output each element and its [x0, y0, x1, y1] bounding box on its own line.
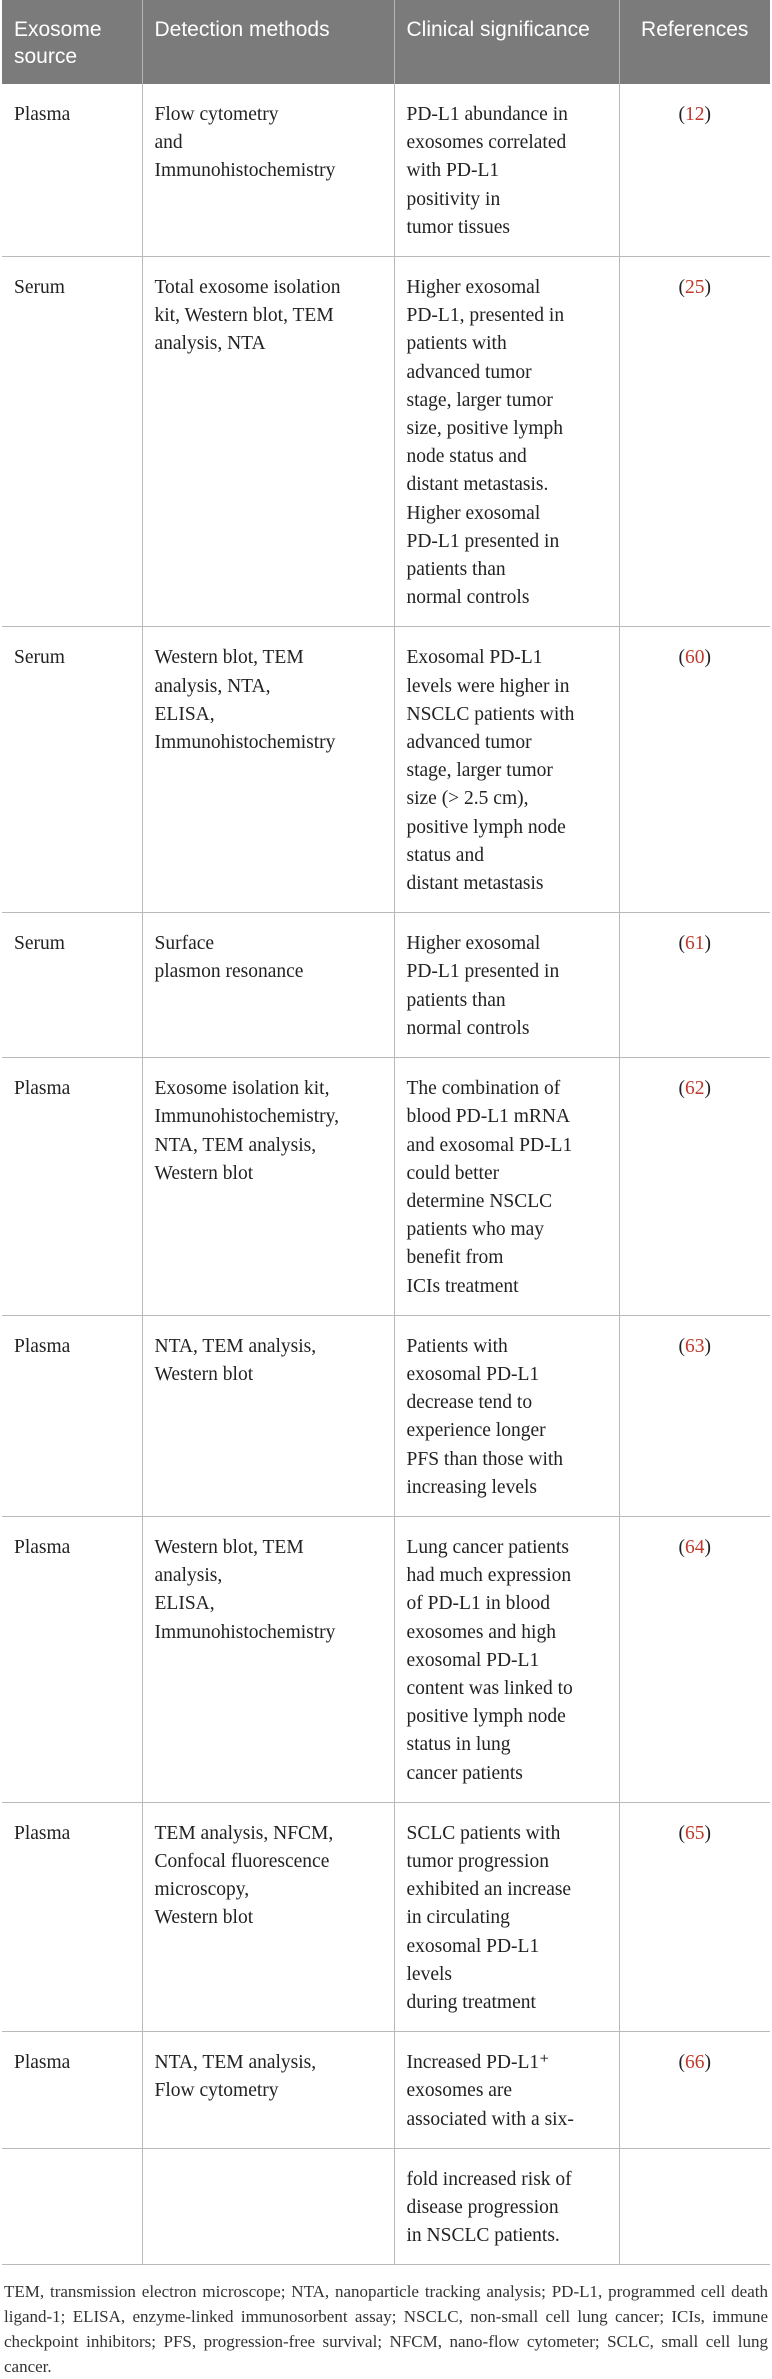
method-line: Immunohistochemistry	[154, 1621, 336, 1643]
header-exosome-source: Exosome source	[2, 0, 142, 84]
significance-line: decrease tend to	[406, 1392, 533, 1414]
significance-line: exosomes are	[406, 2080, 513, 2102]
significance-line: stage, larger tumor	[406, 760, 553, 782]
table-row	[2, 2148, 770, 2265]
header-references: References	[619, 0, 770, 84]
reference-link[interactable]: (63)	[678, 1335, 711, 1357]
significance-line: Increased PD-L1⁺	[406, 2052, 550, 2074]
significance-line: distant metastasis	[406, 873, 544, 895]
reference-number[interactable]: 60	[685, 647, 705, 669]
table-header	[2, 0, 770, 84]
cell-detection-methods	[142, 913, 394, 1058]
significance-line: Higher exosomal	[406, 277, 541, 299]
method-line: and	[154, 132, 183, 154]
significance-line: patients than	[406, 989, 506, 1011]
significance-line: Exosomal PD-L1	[406, 647, 543, 669]
significance-line: positive lymph node	[406, 816, 566, 838]
cell-reference	[619, 1516, 770, 1802]
cell-reference	[619, 913, 770, 1058]
reference-link[interactable]: (25)	[678, 277, 711, 299]
reference-link[interactable]: (64)	[678, 1536, 711, 1558]
significance-line: positivity in	[406, 188, 501, 210]
significance-line: PFS than those with	[406, 1448, 564, 1470]
table-row	[2, 913, 770, 1058]
cell-reference	[619, 1802, 770, 2031]
cell-exosome-source: Serum	[2, 913, 142, 1058]
cell-reference	[619, 627, 770, 913]
significance-line: PD-L1 abundance in	[406, 104, 568, 125]
significance-line: status in lung	[406, 1734, 511, 1756]
cell-exosome-source: Serum	[2, 627, 142, 913]
method-line: Immunohistochemistry	[154, 160, 336, 182]
method-line: Immunohistochemistry	[154, 732, 336, 754]
method-line: Immunohistochemistry,	[154, 1106, 340, 1128]
table-row	[2, 84, 770, 257]
reference-link[interactable]: (61)	[678, 933, 711, 955]
significance-line: in NSCLC patients.	[406, 2225, 560, 2247]
significance-line: determine NSCLC	[406, 1190, 553, 1212]
significance-line: The combination of	[406, 1078, 561, 1100]
cell-detection-methods	[142, 1516, 394, 1802]
method-line: Total exosome isolation	[154, 277, 341, 299]
table-row	[2, 627, 770, 913]
cell-reference	[619, 2148, 770, 2265]
cell-detection-methods	[142, 84, 394, 257]
cell-clinical-significance	[394, 627, 619, 913]
significance-line: patients who may	[406, 1219, 545, 1241]
significance-line: tumor tissues	[406, 216, 510, 238]
table-row	[2, 2032, 770, 2149]
significance-line: experience longer	[406, 1420, 546, 1442]
significance-line: SCLC patients with	[406, 1822, 561, 1844]
significance-line: increasing levels	[406, 1476, 537, 1498]
method-line: analysis,	[154, 1565, 223, 1587]
cell-detection-methods	[142, 627, 394, 913]
significance-line: levels were higher in	[406, 675, 570, 697]
reference-number[interactable]: 66	[685, 2052, 705, 2074]
method-line: Confocal fluorescence	[154, 1850, 330, 1872]
table-body	[2, 84, 770, 2265]
reference-link[interactable]: (66)	[678, 2052, 711, 2074]
cell-clinical-significance	[394, 1802, 619, 2031]
cell-clinical-significance	[394, 1516, 619, 1802]
significance-line: Higher exosomal	[406, 502, 541, 524]
table-footnote: TEM, transmission electron microscope; NTA, nanoparticle tracking analysis; PD-L1, programmed cell death ligand-1; ELISA, enzyme-linked immunosorbent assay; NSCLC, non-small cell lung cancer; ICIs, immune checkpoint inhibitors; PFS, progression-free survival; NFCM, nano-flow cytometer; SCLC, small cell lung cancer.	[4, 2282, 768, 2377]
table-row	[2, 1315, 770, 1516]
reference-link[interactable]: (12)	[678, 104, 711, 125]
cell-detection-methods	[142, 257, 394, 627]
significance-line: Patients with	[406, 1335, 508, 1357]
significance-line: content was linked to	[406, 1677, 573, 1699]
significance-line: size (> 2.5 cm),	[406, 788, 529, 810]
table-row	[2, 1802, 770, 2031]
significance-line: blood PD-L1 mRNA	[406, 1106, 571, 1128]
significance-line: advanced tumor	[406, 361, 532, 383]
significance-line: could better	[406, 1162, 500, 1184]
significance-line: patients than	[406, 559, 506, 581]
cell-exosome-source: Plasma	[2, 1516, 142, 1802]
method-line: Western blot, TEM	[154, 647, 304, 669]
method-line: analysis, NTA	[154, 333, 266, 355]
significance-line: Higher exosomal	[406, 933, 541, 955]
significance-line: node status and	[406, 446, 527, 468]
header-detection-methods: Detection methods	[142, 0, 394, 84]
cell-clinical-significance	[394, 2148, 619, 2265]
significance-line: positive lymph node	[406, 1706, 566, 1728]
reference-number[interactable]: 63	[685, 1335, 705, 1357]
cell-exosome-source: Serum	[2, 257, 142, 627]
reference-link[interactable]: (65)	[678, 1822, 711, 1844]
reference-number[interactable]: 64	[685, 1536, 705, 1558]
reference-link[interactable]: (62)	[678, 1078, 711, 1100]
method-line: Exosome isolation kit,	[154, 1078, 330, 1100]
significance-line: in circulating	[406, 1907, 510, 1929]
significance-line: PD-L1 presented in	[406, 530, 560, 552]
method-line: Western blot	[154, 1363, 254, 1385]
significance-line: normal controls	[406, 587, 530, 609]
significance-line: and exosomal PD-L1	[406, 1134, 573, 1156]
cell-exosome-source: Plasma	[2, 2032, 142, 2149]
method-line: TEM analysis, NFCM,	[154, 1822, 334, 1844]
method-line: Flow cytometry	[154, 2080, 279, 2102]
significance-line: with PD-L1	[406, 160, 500, 182]
significance-line: distant metastasis.	[406, 474, 549, 496]
significance-line: exosomes correlated	[406, 132, 567, 154]
exosome-table	[2, 0, 770, 2265]
cell-clinical-significance	[394, 1058, 619, 1316]
reference-number[interactable]: 12	[685, 104, 705, 125]
cell-reference	[619, 257, 770, 627]
significance-line: cancer patients	[406, 1762, 523, 1784]
significance-line: patients with	[406, 333, 507, 355]
significance-line: disease progression	[406, 2197, 559, 2218]
method-line: Flow cytometry	[154, 104, 279, 125]
significance-line: exosomes and high	[406, 1621, 556, 1643]
significance-line: Lung cancer patients	[406, 1536, 569, 1558]
header-clinical-significance: Clinical significance	[394, 0, 619, 84]
cell-exosome-source: Plasma	[2, 1802, 142, 2031]
significance-line: exosomal PD-L1	[406, 1649, 540, 1671]
significance-line: advanced tumor	[406, 732, 532, 754]
significance-line: fold increased risk of	[406, 2168, 572, 2190]
significance-line: normal controls	[406, 1017, 530, 1039]
significance-line: exhibited an increase	[406, 1879, 572, 1901]
significance-line: status and	[406, 844, 484, 866]
significance-line: exosomal PD-L1	[406, 1363, 540, 1385]
cell-reference	[619, 2032, 770, 2149]
cell-detection-methods	[142, 1802, 394, 2031]
significance-line: exosomal PD-L1	[406, 1935, 540, 1957]
reference-number[interactable]: 61	[685, 933, 705, 955]
method-line: NTA, TEM analysis,	[154, 1335, 317, 1357]
significance-line: levels	[406, 1963, 452, 1985]
method-line: Western blot	[154, 1162, 254, 1184]
cell-detection-methods	[142, 1315, 394, 1516]
reference-number[interactable]: 65	[685, 1822, 705, 1844]
cell-exosome-source: Plasma	[2, 1058, 142, 1316]
cell-clinical-significance	[394, 913, 619, 1058]
cell-detection-methods	[142, 2032, 394, 2149]
cell-exosome-source	[2, 2148, 142, 2265]
cell-clinical-significance	[394, 84, 619, 257]
significance-line: stage, larger tumor	[406, 389, 553, 411]
significance-line: size, positive lymph	[406, 418, 564, 440]
method-line: microscopy,	[154, 1879, 250, 1901]
significance-line: ICIs treatment	[406, 1275, 519, 1297]
reference-number[interactable]: 25	[685, 277, 705, 299]
cell-exosome-source: Plasma	[2, 1315, 142, 1516]
significance-line: PD-L1, presented in	[406, 305, 565, 327]
table-row	[2, 1058, 770, 1316]
cell-clinical-significance	[394, 257, 619, 627]
cell-clinical-significance	[394, 2032, 619, 2149]
cell-reference	[619, 1058, 770, 1316]
cell-reference	[619, 1315, 770, 1516]
method-line: Surface	[154, 933, 215, 955]
reference-number[interactable]: 62	[685, 1078, 705, 1100]
significance-line: tumor progression	[406, 1850, 549, 1872]
cell-clinical-significance	[394, 1315, 619, 1516]
method-line: ELISA,	[154, 703, 215, 725]
cell-reference	[619, 84, 770, 257]
method-line: Western blot, TEM	[154, 1536, 304, 1558]
significance-line: PD-L1 presented in	[406, 961, 560, 983]
cell-detection-methods	[142, 2148, 394, 2265]
significance-line: NSCLC patients with	[406, 703, 575, 725]
method-line: NTA, TEM analysis,	[154, 2052, 317, 2074]
method-line: analysis, NTA,	[154, 675, 271, 697]
table-row	[2, 1516, 770, 1802]
significance-line: had much expression	[406, 1565, 572, 1587]
method-line: ELISA,	[154, 1593, 215, 1615]
significance-line: during treatment	[406, 1991, 536, 2013]
method-line: kit, Western blot, TEM	[154, 305, 334, 327]
significance-line: associated with a six-	[406, 2108, 574, 2130]
cell-exosome-source: Plasma	[2, 84, 142, 257]
table-row	[2, 257, 770, 627]
method-line: plasmon resonance	[154, 961, 304, 983]
header-row	[2, 0, 770, 84]
method-line: Western blot	[154, 1907, 254, 1929]
reference-link[interactable]: (60)	[678, 647, 711, 669]
cell-detection-methods	[142, 1058, 394, 1316]
significance-line: benefit from	[406, 1247, 504, 1269]
significance-line: of PD-L1 in blood	[406, 1593, 551, 1615]
method-line: NTA, TEM analysis,	[154, 1134, 317, 1156]
